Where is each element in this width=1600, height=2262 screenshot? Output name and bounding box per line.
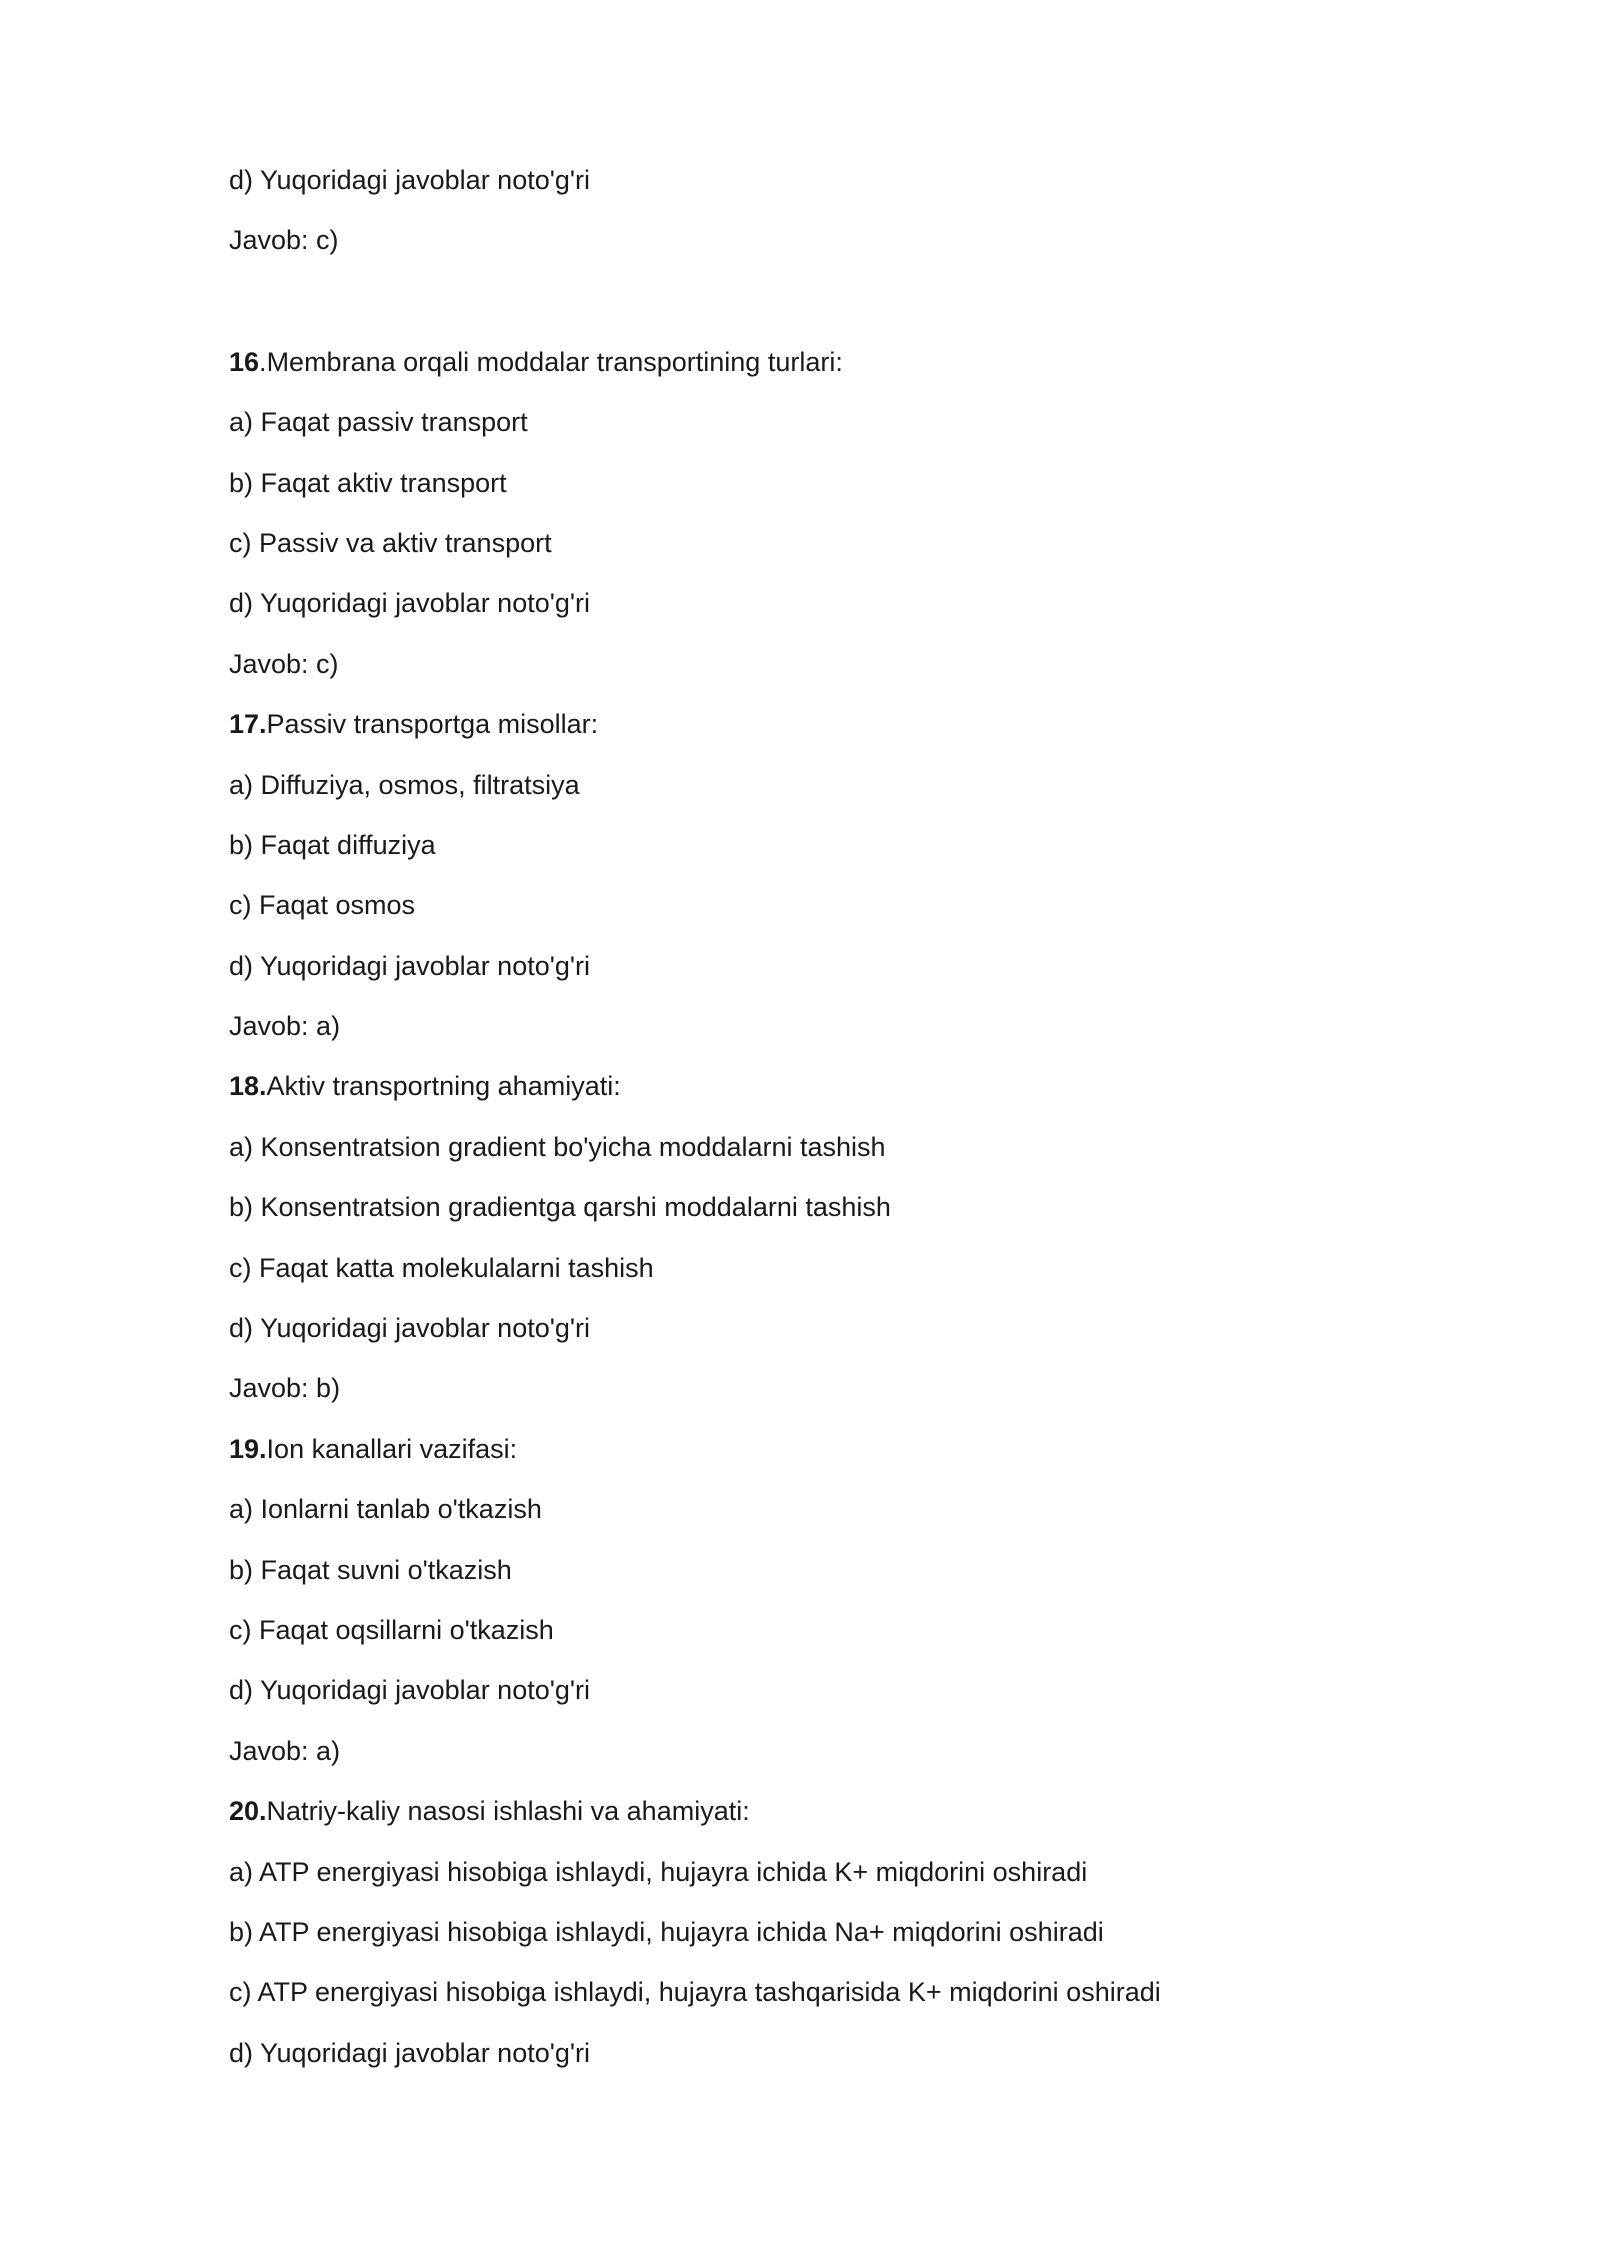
- question-text: Membrana orqali moddalar transportining turlari:: [266, 346, 843, 377]
- option-d: d) Yuqoridagi javoblar noto'g'ri: [229, 2037, 591, 2068]
- question-number: 18.: [229, 1071, 267, 1102]
- question-16: [229, 332, 1429, 392]
- question-text: Aktiv transportning ahamiyati:: [266, 1071, 621, 1102]
- option-c: c) Faqat katta molekulalarni tashish: [229, 1252, 654, 1283]
- paragraph-spacer: [229, 271, 1429, 332]
- question-separator: .: [259, 346, 267, 377]
- question-number: 17.: [229, 709, 267, 740]
- option-b: b) ATP energiyasi hisobiga ishlaydi, hujayra ichida Na+ miqdorini oshiradi: [229, 1916, 1104, 1947]
- question-20: [229, 1781, 1429, 1841]
- answer-line: Javob: a): [229, 1735, 341, 1766]
- option-b: b) Faqat suvni o'tkazish: [229, 1554, 512, 1585]
- answer-line: Javob: a): [229, 1011, 341, 1042]
- question-17: [229, 694, 1429, 754]
- answer-line: Javob: c): [229, 648, 339, 679]
- question-19: [229, 1419, 1429, 1479]
- question-text: Ion kanallari vazifasi:: [266, 1433, 518, 1464]
- answer-line: Javob: b): [229, 1373, 341, 1404]
- option-d: d) Yuqoridagi javoblar noto'g'ri: [229, 950, 591, 981]
- question-number: 19.: [229, 1433, 267, 1464]
- option-c: c) Faqat osmos: [229, 890, 416, 921]
- question-18: [229, 1056, 1429, 1116]
- option-b: b) Konsentratsion gradientga qarshi moddalarni tashish: [229, 1192, 891, 1223]
- question-text: Passiv transportga misollar:: [266, 709, 599, 740]
- option-a: a) Faqat passiv transport: [229, 407, 528, 438]
- option-d: d) Yuqoridagi javoblar noto'g'ri: [229, 165, 591, 195]
- question-number: 20.: [229, 1796, 267, 1827]
- option-a: a) Ionlarni tanlab o'tkazish: [229, 1494, 542, 1525]
- document-body: [229, 150, 1429, 2083]
- option-d: d) Yuqoridagi javoblar noto'g'ri: [229, 1675, 591, 1706]
- option-d: d) Yuqoridagi javoblar noto'g'ri: [229, 588, 591, 619]
- option-a: a) ATP energiyasi hisobiga ishlaydi, hujayra ichida K+ miqdorini oshiradi: [229, 1856, 1088, 1887]
- option-b: b) Faqat diffuziya: [229, 829, 436, 860]
- option-b: b) Faqat aktiv transport: [229, 467, 507, 498]
- option-a: a) Konsentratsion gradient bo'yicha moddalarni tashish: [229, 1131, 886, 1162]
- option-c: c) ATP energiyasi hisobiga ishlaydi, hujayra tashqarisida K+ miqdorini oshiradi: [229, 1977, 1161, 2008]
- option-a: a) Diffuziya, osmos, filtratsiya: [229, 769, 580, 800]
- answer-line: Javob: c): [229, 225, 339, 256]
- option-d: d) Yuqoridagi javoblar noto'g'ri: [229, 1313, 591, 1344]
- question-text: Natriy-kaliy nasosi ishlashi va ahamiyati:: [266, 1796, 750, 1827]
- question-number: 16: [229, 346, 260, 377]
- option-c: c) Faqat oqsillarni o'tkazish: [229, 1614, 554, 1645]
- option-c: c) Passiv va aktiv transport: [229, 527, 552, 558]
